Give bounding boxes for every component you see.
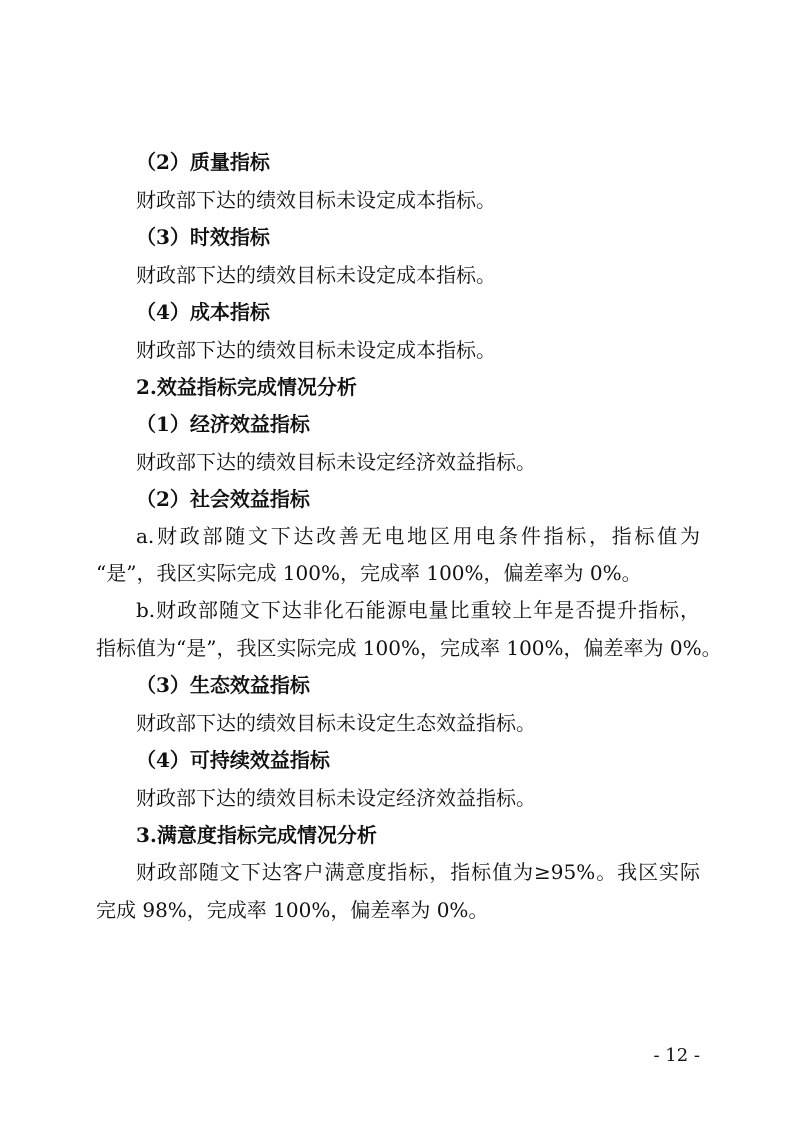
ecological-benefit-heading: （3）生态效益指标 (136, 673, 310, 697)
cost-indicator-heading: （4）成本指标 (136, 300, 270, 324)
economic-benefit-heading: （1）经济效益指标 (136, 412, 310, 436)
timeliness-indicator-text: 财政部下达的绩效目标未设定成本指标。 (136, 263, 496, 287)
ecological-benefit-text: 财政部下达的绩效目标未设定生态效益指标。 (136, 711, 536, 735)
social-benefit-item-b-line2: 指标值为“是”，我区实际完成 100%，完成率 100%，偏差率为 0%。 (96, 636, 722, 660)
social-benefit-item-b-line1: b.财政部随文下达非化石能源电量比重较上年是否提升指标， (136, 598, 700, 622)
cost-indicator-text: 财政部下达的绩效目标未设定成本指标。 (136, 338, 496, 362)
social-benefit-item-a-line1: a.财政部随文下达改善无电地区用电条件指标，指标值为 (136, 524, 700, 548)
quality-indicator-text: 财政部下达的绩效目标未设定成本指标。 (136, 188, 496, 212)
satisfaction-section-heading: 3.满意度指标完成情况分析 (136, 823, 377, 847)
quality-indicator-heading: （2）质量指标 (136, 150, 270, 174)
satisfaction-text-line1: 财政部随文下达客户满意度指标，指标值为≥95%。我区实际 (136, 860, 700, 884)
timeliness-indicator-heading: （3）时效指标 (136, 225, 270, 249)
social-benefit-item-a-line2: “是”，我区实际完成 100%，完成率 100%，偏差率为 0%。 (96, 561, 642, 585)
page-number: - 12 - (653, 1045, 700, 1066)
sustainable-benefit-text: 财政部下达的绩效目标未设定经济效益指标。 (136, 786, 536, 810)
social-benefit-heading: （2）社会效益指标 (136, 487, 310, 511)
economic-benefit-text: 财政部下达的绩效目标未设定经济效益指标。 (136, 450, 536, 474)
benefit-section-heading: 2.效益指标完成情况分析 (136, 375, 357, 399)
sustainable-benefit-heading: （4）可持续效益指标 (136, 748, 330, 772)
satisfaction-text-line2: 完成 98%，完成率 100%，偏差率为 0%。 (96, 898, 489, 922)
